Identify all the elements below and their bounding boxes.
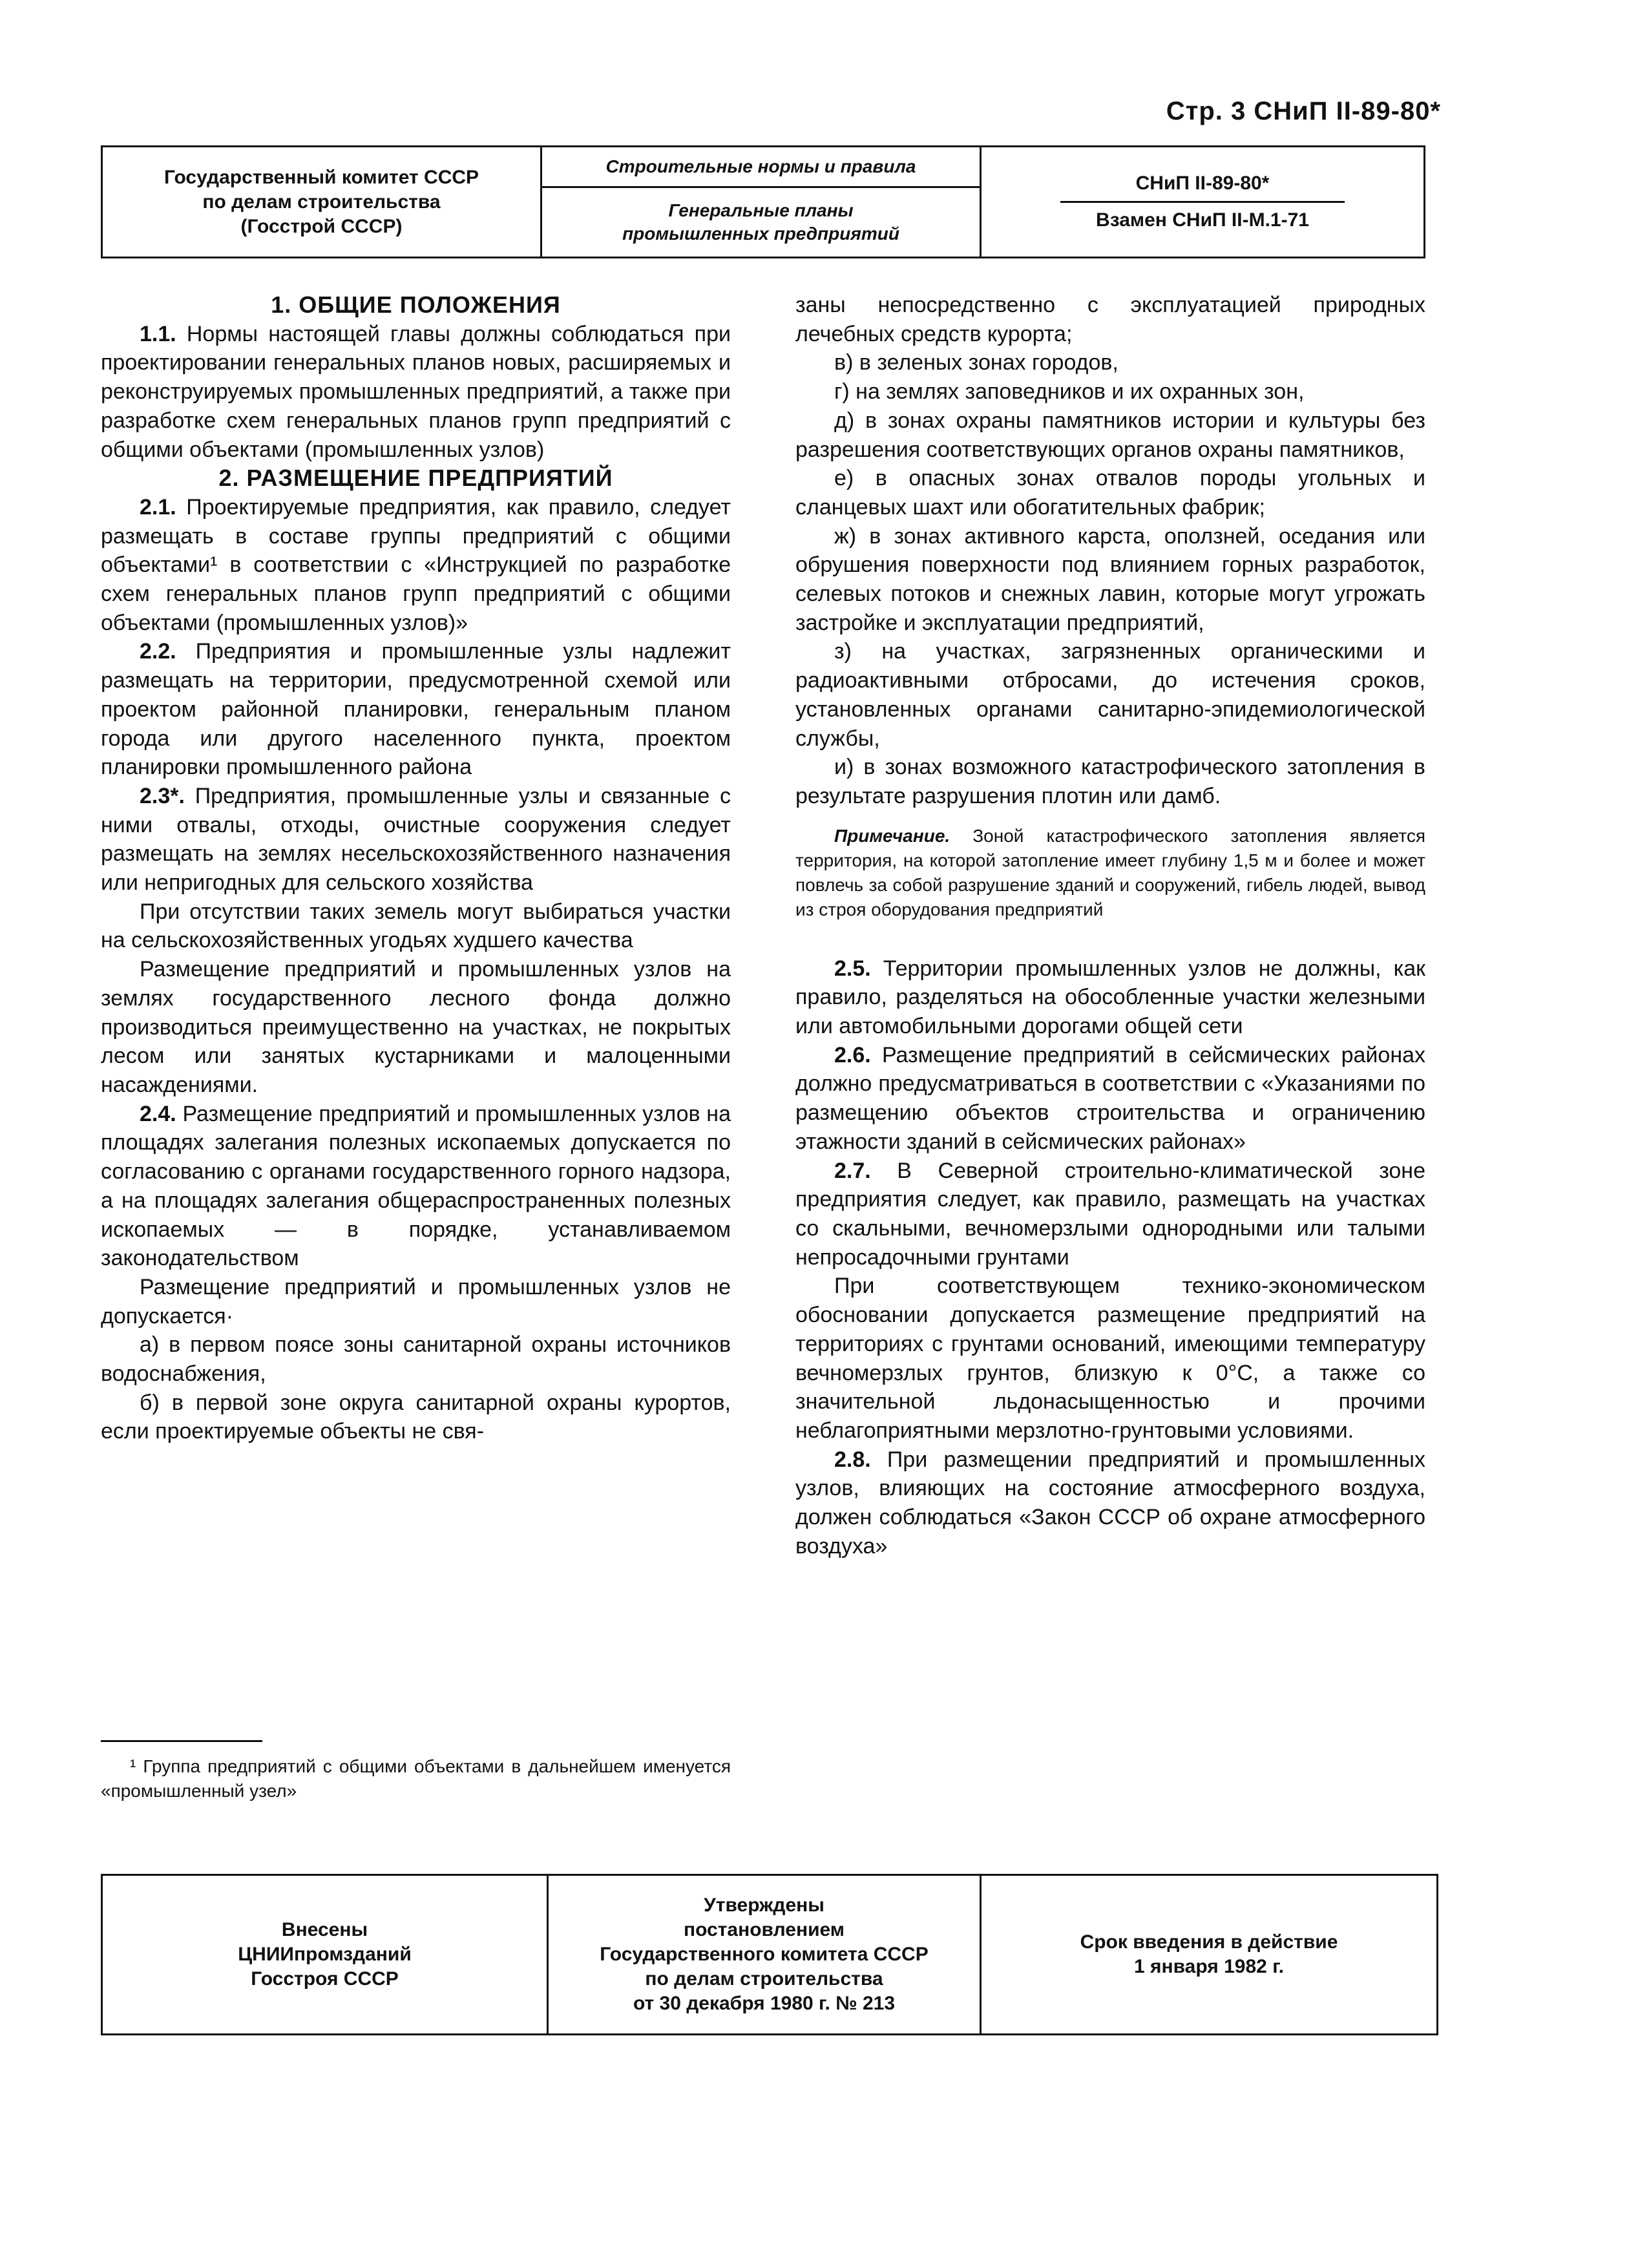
introduced-line: ЦНИИпромзданий bbox=[238, 1944, 412, 1965]
effective-date-cell bbox=[982, 1876, 1436, 2033]
paragraph-2-3 bbox=[101, 782, 731, 898]
paragraph-2-3c: Размещение предприятий и промышленных узлов на землях государственного лесного фонда должно производиться преимущественно на участках, не покрытых лесом или занятых кустарниками и малоценными насаждениями. bbox=[101, 957, 731, 1097]
paragraph-1-1 bbox=[101, 320, 731, 465]
effective-line: Срок введения в действие bbox=[1080, 1931, 1338, 1953]
clause-number: 2.7. bbox=[834, 1158, 871, 1183]
paragraph-2-4 bbox=[101, 1100, 731, 1273]
list-item-b: б) в первой зоне округа санитарной охраны курортов, если проектируемые объекты не свя- bbox=[101, 1390, 731, 1444]
clause-text: Предприятия и промышленные узлы надлежит размещать на территории, предусмотренной схемой или проектом районной планировки, генеральным планом города или другого населенного пункта, проектом планировки промышленного района bbox=[101, 639, 731, 780]
left-column bbox=[101, 291, 731, 1446]
clause-text: Размещение предприятий в сейсмических районах должно предусматриваться в соответствии с «Указаниями по размещению объектов строительства и ограничению этажности зданий в сейсмических районах» bbox=[795, 1042, 1425, 1154]
clause-text: Проектируемые предприятия, как правило, следует размещать в составе группы предприятий с общими объектами¹ в соответствии с «Инструкцией по разработке схем генеральных планов групп предприятий с общими объектами (промышленных узлов)» bbox=[101, 494, 731, 635]
clause-number: 2.8. bbox=[834, 1447, 871, 1472]
paragraph-2-7b: При соответствующем технико-экономическом обосновании допускается размещение предприятий на территориях с грунтами оснований, имеющими температуру вечномерзлых грунтов, близкую к 0°С, а также со значительной льдонасыщенностью и прочими неблагоприятными мерзлотно-грунтовыми условиями. bbox=[795, 1274, 1425, 1443]
note bbox=[795, 824, 1425, 922]
footnote: ¹ Группа предприятий с общими объектами в дальнейшем именуется «промышленный узел» bbox=[101, 1756, 731, 1801]
section-heading-2: 2. РАЗМЕЩЕНИЕ ПРЕДПРИЯТИЙ bbox=[218, 465, 613, 492]
list-item-z: з) на участках, загрязненных органическими и радиоактивными отбросами, до истечения сроков, установленных органами санитарно-эпидемиологической службы, bbox=[795, 639, 1425, 751]
doc-title-line: Генеральные планы bbox=[668, 200, 854, 220]
clause-text: При размещении предприятий и промышленных узлов, влияющих на состояние атмосферного воздуха, должен соблюдаться «Закон СССР об охране атмосферного воздуха» bbox=[795, 1447, 1425, 1559]
clause-number: 2.3*. bbox=[140, 783, 185, 808]
page-label: Стр. 3 СНиП II-89-80* bbox=[1166, 97, 1441, 125]
paragraph-2-8 bbox=[795, 1445, 1425, 1561]
paragraph-2-6 bbox=[795, 1041, 1425, 1157]
list-item-e: е) в опасных зонах отвалов породы угольных и сланцевых шахт или обогатительных фабрик; bbox=[795, 466, 1425, 520]
footnote-divider bbox=[101, 1740, 262, 1742]
clause-text: Нормы настоящей главы должны соблюдаться при проектировании генеральных планов новых, расширяемых и реконструируемых промышленных предприятий, а также при разработке схем генеральных планов групп предприятий с общими объектами (промышленных узлов) bbox=[101, 321, 731, 462]
paragraph-2-5 bbox=[795, 954, 1425, 1041]
note-label: Примечание. bbox=[834, 825, 951, 846]
clause-number: 1.1. bbox=[140, 321, 176, 346]
clause-text: Территории промышленных узлов не должны, как правило, разделяться на обособленные участки железными или автомобильными дорогами общей сети bbox=[795, 956, 1425, 1039]
clause-number: 2.1. bbox=[140, 494, 176, 520]
approved-cell bbox=[549, 1876, 982, 2033]
list-item-a: а) в первом поясе зоны санитарной охраны источников водоснабжения, bbox=[101, 1332, 731, 1387]
code-cell bbox=[982, 147, 1423, 257]
paragraph-2-7 bbox=[795, 1157, 1425, 1272]
paragraph-2-4b: Размещение предприятий и промышленных узлов не допускается· bbox=[101, 1274, 731, 1328]
note-text: Зоной катастрофического затопления является территория, на которой затопление имеет глубину 1,5 м и более и может повлечь за собой разрушение зданий и сооружений, гибель людей, вывод из строя оборудования предприятий bbox=[795, 825, 1425, 919]
introduced-line: Внесены bbox=[281, 1919, 368, 1940]
clause-number: 2.6. bbox=[834, 1042, 871, 1067]
list-item-v: в) в зеленых зонах городов, bbox=[834, 350, 1119, 375]
right-column bbox=[795, 291, 1425, 1560]
paragraph-2-3b: При отсутствии таких земель могут выбираться участки на сельскохозяйственных угодьях худшего качества bbox=[101, 899, 731, 953]
approved-line: Утверждены bbox=[704, 1895, 824, 1916]
doc-title bbox=[622, 188, 899, 257]
committee-line: по делам строительства bbox=[202, 191, 441, 213]
committee-cell bbox=[103, 147, 542, 257]
list-item-i: и) в зонах возможного катастрофического затопления в результате разрушения плотин или дамб. bbox=[795, 755, 1425, 808]
clause-number: 2.2. bbox=[140, 639, 176, 664]
committee-line: Государственный комитет СССР bbox=[163, 166, 479, 188]
clause-text: Предприятия, промышленные узлы и связанные с ними отвалы, отходы, очистные сооружения следует размещать на землях несельскохозяйственного назначения или непригодных для сельского хозяйства bbox=[101, 783, 731, 896]
approved-line: постановлением bbox=[684, 1919, 845, 1940]
clause-text: Размещение предприятий и промышленных узлов на площадях залегания полезных ископаемых допускается по согласованию с органами государственного горного надзора, а на площадях залегания общераспространенных полезных ископаемых — в порядке, устанавливаемом законодательством bbox=[101, 1101, 731, 1271]
committee-line: (Госстрой СССР) bbox=[240, 215, 403, 237]
paragraph-2-2 bbox=[101, 637, 731, 782]
list-item-d: д) в зонах охраны памятников истории и культуры без разрешения соответствующих органов охраны памятников, bbox=[795, 408, 1425, 462]
header-table bbox=[101, 145, 1425, 258]
replaces-code: Взамен СНиП II-М.1-71 bbox=[1096, 209, 1309, 231]
approved-line: Государственного комитета СССР bbox=[600, 1944, 929, 1965]
clause-text: В Северной строительно-климатической зоне предприятия следует, как правило, размещать на участках со скальными, вечномерзлыми однородными или талыми непросадочными грунтами bbox=[795, 1158, 1425, 1270]
approved-line: от 30 декабря 1980 г. № 213 bbox=[633, 1993, 896, 2014]
paragraph-2-1 bbox=[101, 493, 731, 638]
doc-title-line: промышленных предприятий bbox=[622, 224, 899, 244]
title-cell bbox=[542, 147, 982, 257]
norms-title: Строительные нормы и правила bbox=[542, 147, 980, 188]
clause-number: 2.5. bbox=[834, 956, 871, 981]
clause-number: 2.4. bbox=[140, 1101, 176, 1126]
section-heading-1: 1. ОБЩИЕ ПОЛОЖЕНИЯ bbox=[271, 291, 561, 318]
approval-table bbox=[101, 1874, 1438, 2035]
list-item-g: г) на землях заповедников и их охранных зон, bbox=[834, 379, 1305, 404]
effective-line: 1 января 1982 г. bbox=[1133, 1956, 1285, 1977]
doc-code: СНиП II-89-80* bbox=[1060, 173, 1345, 203]
list-item-zh: ж) в зонах активного карста, оползней, оседания или обрушения поверхности под влиянием горных разработок, селевых потоков и снежных лавин, которые могут угрожать застройке и эксплуатации предприятий, bbox=[795, 523, 1425, 635]
introduced-line: Госстроя СССР bbox=[251, 1968, 399, 1990]
approved-line: по делам строительства bbox=[645, 1968, 883, 1990]
list-item-b-continued: заны непосредственно с эксплуатацией природных лечебных средств курорта; bbox=[795, 293, 1425, 346]
introduced-cell bbox=[103, 1876, 549, 2033]
